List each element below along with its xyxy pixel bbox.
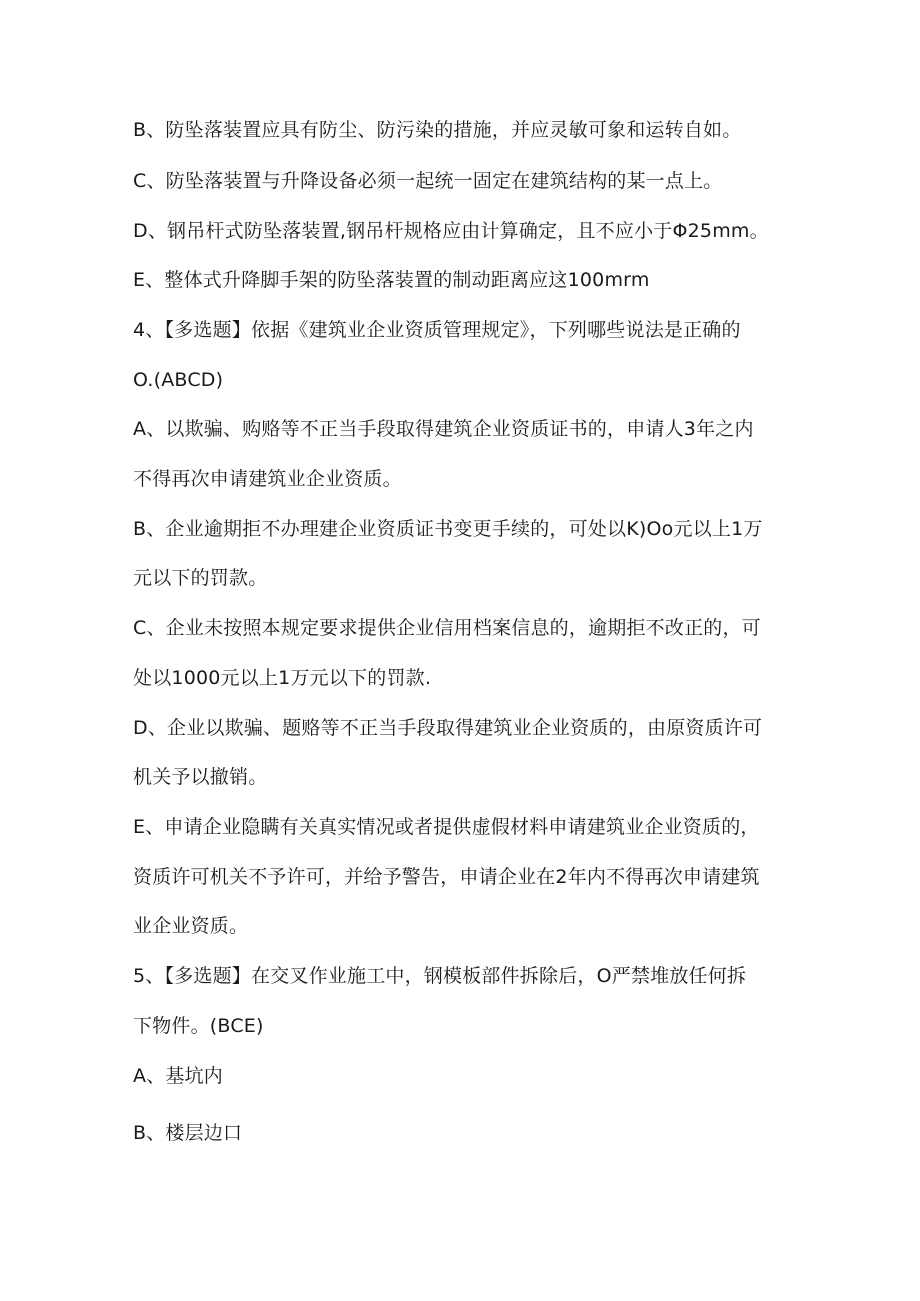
q4-option-c-line-1: C、企业未按照本规定要求提供企业信用档案信息的，逾期拒不改正的，可 xyxy=(133,617,761,639)
q4-option-e-line-2: 资质许可机关不予许可，并给予警告，申请企业在2年内不得再次申请建筑 xyxy=(133,866,760,888)
q4-option-b-line-1: B、企业逾期拒不办理建企业资质证书变更手续的，可处以K)Oo元以上1万 xyxy=(133,518,763,540)
question-4-answer: O.(ABCD) xyxy=(133,369,224,391)
q4-option-a-line-1: A、以欺骗、购赂等不正当手段取得建筑企业资质证书的，申请人3年之内 xyxy=(133,418,754,440)
q4-option-d-line-1: D、企业以欺骗、题赂等不正当手段取得建筑业企业资质的，由原资质许可 xyxy=(133,717,763,739)
q4-option-b-line-2: 元以下的罚款。 xyxy=(133,567,268,589)
q4-option-a-line-2: 不得再次申请建筑业企业资质。 xyxy=(133,468,402,490)
question-5-line-2: 下物件。(BCE) xyxy=(133,1015,264,1037)
option-b-line: B、防坠落装置应具有防尘、防污染的措施，并应灵敏可象和运转自如。 xyxy=(133,119,742,141)
q4-option-e-line-3: 业企业资质。 xyxy=(133,915,249,937)
q4-option-d-line-2: 机关予以撤销。 xyxy=(133,766,268,788)
option-c-line: C、防坠落装置与升降设备必须一起统一固定在建筑结构的某一点上。 xyxy=(133,170,723,192)
q5-option-a-line: A、基坑内 xyxy=(133,1065,223,1087)
question-5-line-1: 5、【多选题】在交叉作业施工中，钢模板部件拆除后，O严禁堆放任何拆 xyxy=(133,965,747,987)
question-4-line: 4、【多选题】依据《建筑业企业资质管理规定》，下列哪些说法是正确的 xyxy=(133,319,741,341)
q5-option-b-line: B、楼层边口 xyxy=(133,1122,243,1144)
option-e-line: E、整体式升降脚手架的防坠落装置的制动距离应这100mrm xyxy=(133,269,650,291)
option-d-line: D、钢吊杆式防坠落装置,钢吊杆规格应由计算确定，且不应小于Φ25mm。 xyxy=(133,220,769,242)
q4-option-c-line-2: 处以1000元以上1万元以下的罚款. xyxy=(133,667,432,689)
q4-option-e-line-1: E、申请企业隐瞒有关真实情况或者提供虚假材料申请建筑业企业资质的， xyxy=(133,816,760,838)
